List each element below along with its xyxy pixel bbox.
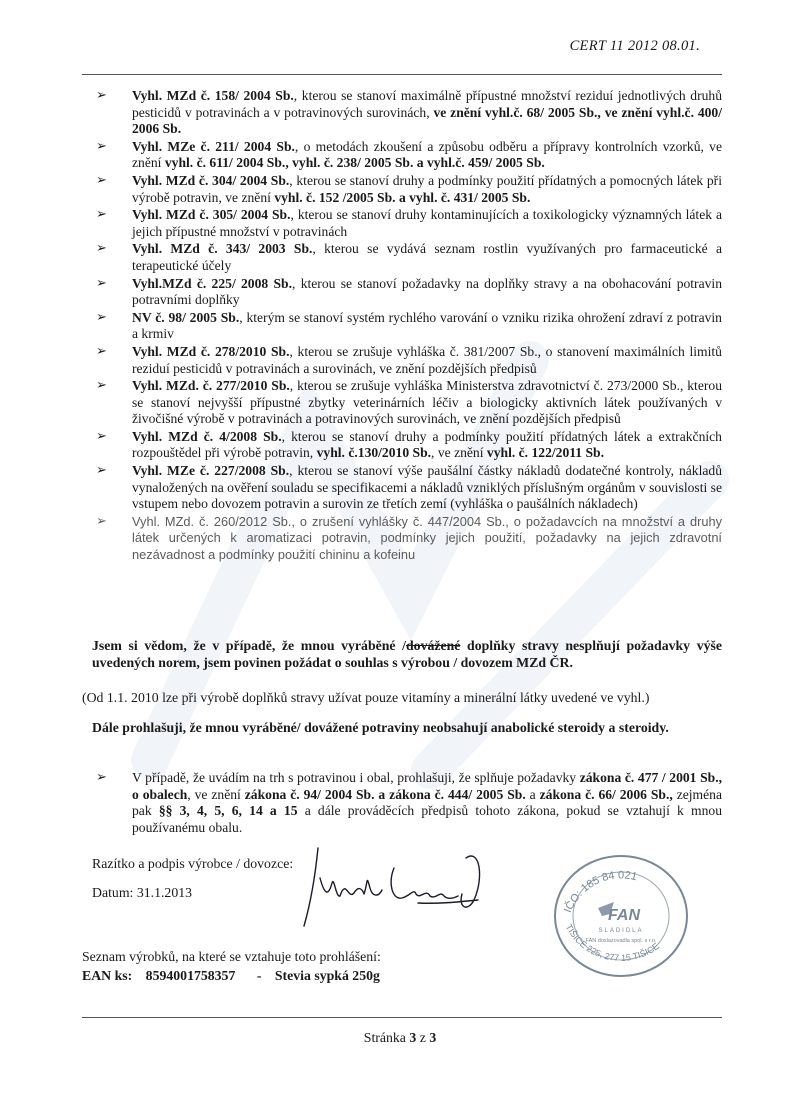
arrow-bullet-icon: ➢ [96, 138, 107, 154]
arrow-bullet-icon: ➢ [96, 513, 107, 529]
regulation-bold: Vyhl. MZd č. 158/ 2004 Sb. [132, 88, 294, 103]
product-name: Stevia sypká 250g [274, 968, 380, 983]
regulation-text: , kterou se zrušuje vyhláška č. 381/2007 Sb., o stanovení maximálních limitů reziduí pesticidů v potravinách a surovinách, ve znění pozdějších předpisů [132, 343, 722, 376]
ean-line [82, 968, 380, 984]
packaging-text: , ve znění [187, 786, 245, 802]
packaging-text-end: a dále prováděcích předpisů tohoto zákona, pokud se vztahují k mnou používanému obalu. [132, 803, 722, 835]
packaging-declaration [92, 770, 722, 837]
declaration-steroids: Dále prohlašuji, že mnou vyráběné/ dovážené potraviny neobsahují anabolické steroidy a steroidy. [92, 720, 669, 735]
arrow-bullet-icon: ➢ [96, 309, 107, 325]
regulation-bold: Vyhl. MZd č. 343/ 2003 Sb. [132, 241, 313, 257]
footer-divider [82, 1017, 722, 1018]
regulation-text2: , ve znění [431, 445, 487, 461]
regulation-item [92, 463, 722, 513]
regulation-item [92, 310, 722, 343]
page-current: 3 [409, 1030, 417, 1045]
regulation-text: , kterou se vydává seznam rostlin využívaných pro farmaceutické a terapeutické účely [132, 241, 722, 273]
packaging-law-2: zákona č. 94/ 2004 Sb. a zákona č. 444/ 2005 Sb. [244, 786, 526, 802]
seal-ico: IČO: 185 84 021 [562, 869, 639, 915]
regulation-bold: Vyhl. MZd č. 4/2008 Sb. [132, 428, 282, 444]
regulation-bold: Vyhl. MZe č. 227/2008 Sb. [132, 463, 290, 479]
seal-company: FAN doslazovadla spol. s r.o. [585, 938, 657, 944]
packaging-sections: §§ 3, 4, 5, 6, 14 a 15 [158, 803, 298, 819]
arrow-bullet-icon: ➢ [96, 88, 107, 103]
page-prefix: Stránka [363, 1030, 410, 1045]
regulation-text: , kterou se stanoví požadavky na doplňky stravy a na obohacování potravin potravními doplňky [132, 275, 722, 308]
regulation-tail-bold: vyhl. č. 611/ 2004 Sb., vyhl. č. 238/ 2005 Sb. a vyhl.č. 459/ 2005 Sb. [164, 155, 545, 171]
seal-address: TIŠICE 225, 277 15 TIŠICE [563, 922, 661, 963]
handwritten-signature [298, 838, 498, 928]
regulation-bold: Vyhl. MZd č. 278/2010 Sb. [132, 343, 290, 359]
regulation-text: , o metodách zkoušení a způsobu odběru a přípravy kontrolních vzorků, ve znění [132, 138, 722, 171]
regulation-item [92, 344, 722, 377]
page-mid: z [416, 1030, 430, 1045]
regulation-item [92, 207, 722, 240]
date-line: Datum: 31.1.2013 [92, 885, 193, 900]
arrow-bullet-icon: ➢ [96, 378, 107, 394]
packaging-text: zejména pak [132, 786, 722, 819]
arrow-bullet-icon: ➢ [96, 275, 107, 291]
stamp-signature-label: Razítko a podpis výrobce / dovozce: [92, 856, 294, 871]
document-reference: CERT 11 2012 08.01. [569, 38, 700, 54]
regulation-list [92, 88, 722, 565]
ean-separator: - [256, 968, 262, 983]
seal-brand: FAN [608, 907, 640, 924]
regulation-bold: Vyhl. MZe č. 211/ 2004 Sb. [132, 138, 295, 154]
regulation-item [92, 378, 722, 428]
packaging-law-3: zákona č. 66/ 2006 Sb., [539, 786, 673, 802]
regulation-item [92, 276, 722, 309]
arrow-bullet-icon: ➢ [96, 770, 107, 785]
arrow-bullet-icon: ➢ [96, 463, 107, 479]
regulation-tail-bold2: vyhl. č. 122/2011 Sb. [486, 445, 605, 461]
packaging-law-1: zákona č. 477 / 2001 Sb., o obalech [132, 770, 722, 802]
arrow-bullet-icon: ➢ [96, 172, 107, 188]
packaging-text: a [525, 786, 540, 802]
regulation-text: , kterou se stanoví druhy kontaminujících a toxikologicky významných látek a jejich přípustné množství v potravinách [132, 207, 722, 239]
regulation-text: , kterou se stanoví maximálně přípustné množství reziduí jednotlivých druhů pesticidů v potravinách a v potravinových surovinách, [132, 88, 723, 120]
packaging-text: V případě, že uvádím na trh s potravinou i obal, prohlašuji, že splňuje požadavky [132, 770, 580, 785]
regulation-item [92, 514, 722, 564]
regulation-item [92, 173, 722, 206]
regulation-item [92, 139, 722, 172]
products-label: Seznam výrobků, na které se vztahuje toto prohlášení: [82, 949, 381, 964]
header-divider [82, 74, 722, 75]
regulation-text: , kterou se stanoví druhy a podmínky použití přídatných a pomocných látek při výrobě potravin, ve znění [132, 172, 722, 205]
struck-out-word: dovážené [406, 638, 461, 653]
regulation-text: , kterou se zrušuje vyhláška Ministerstva zdravotnictví č. 273/2000 Sb., kterou se stanoví nejvyšší přípustné zbytky veterinárních léčiv a biologicky aktivních látek používaných v živočišné výrobě v potravinách a potravinových surovinách, ve znění pozdějších předpisů [132, 378, 722, 427]
declaration-compliance [92, 638, 722, 672]
page-total: 3 [429, 1030, 437, 1045]
arrow-bullet-icon: ➢ [96, 207, 107, 223]
regulation-tail-bold: vyhl. č. 152 /2005 Sb. a vyhl. č. 431/ 2005 Sb. [274, 189, 531, 205]
ean-value: 8594001758357 [145, 968, 236, 983]
declaration-text: Jsem si vědom, že v případě, že mnou vyráběné / [92, 638, 406, 653]
regulation-item [92, 88, 722, 138]
regulation-tail-bold: ve znění vyhl.č. 68/ 2005 Sb., ve znění vyhl.č. 400/ 2006 Sb. [132, 104, 722, 137]
declaration-text-end: doplňky stravy nesplňují požadavky výše uvedených norem, jsem povinen požádat o souhlas s výrobou / dovozem MZd ČR. [92, 638, 722, 670]
arrow-bullet-icon: ➢ [96, 343, 107, 359]
regulation-bold: Vyhl.MZd č. 225/ 2008 Sb. [132, 275, 293, 291]
declaration-note: (Od 1.1. 2010 lze při výrobě doplňků stravy užívat pouze vitamíny a minerální látky uvedené ve vyhl.) [82, 690, 650, 705]
regulation-text: , kterým se stanoví systém rychlého varování o vzniku rizika ohrožení zdraví z potravin a krmiv [132, 309, 722, 342]
regulation-text: Vyhl. MZd. č. 260/2012 Sb., o zrušení vyhlášky č. 447/2004 Sb., o požadavcích na množství a druhy látek určených k aromatizaci potravin, podmínky jejich použití, požadavky na jejich zdravotní nezávadnost a podmínky použití chininu a kofeinu [132, 513, 722, 563]
seal-sub: SLADIDLA [598, 928, 644, 934]
arrow-bullet-icon: ➢ [96, 241, 107, 257]
arrow-bullet-icon: ➢ [96, 428, 107, 444]
regulation-item [92, 429, 722, 462]
company-seal [546, 852, 696, 980]
regulation-bold: Vyhl. MZd. č. 277/2010 Sb. [132, 378, 290, 394]
regulation-bold: Vyhl. MZd č. 304/ 2004 Sb. [132, 172, 290, 188]
page-number [0, 1030, 800, 1046]
ean-label: EAN ks: [82, 968, 133, 983]
regulation-tail-bold: vyhl. č.130/2010 Sb. [316, 445, 432, 461]
regulation-bold: Vyhl. MZd č. 305/ 2004 Sb. [132, 207, 291, 223]
regulation-bold: NV č. 98/ 2005 Sb. [132, 309, 240, 325]
regulation-item [92, 241, 722, 274]
regulation-text: , kterou se stanoví druhy a podmínky použití přídatných látek a extrakčních rozpouštědel při výrobě potravin, [132, 428, 722, 461]
regulation-text: , kterou se stanoví výše paušální částky nákladů dodatečné kontroly, nákladů vynaložených na ověření souladu se specifikacemi a nákladů vzniklých příslušným orgánům v souvislosti se vstupem nebo dovozem potravin a surovin ze třetích zemí (vyhláška o paušálních nákladech) [132, 463, 722, 512]
